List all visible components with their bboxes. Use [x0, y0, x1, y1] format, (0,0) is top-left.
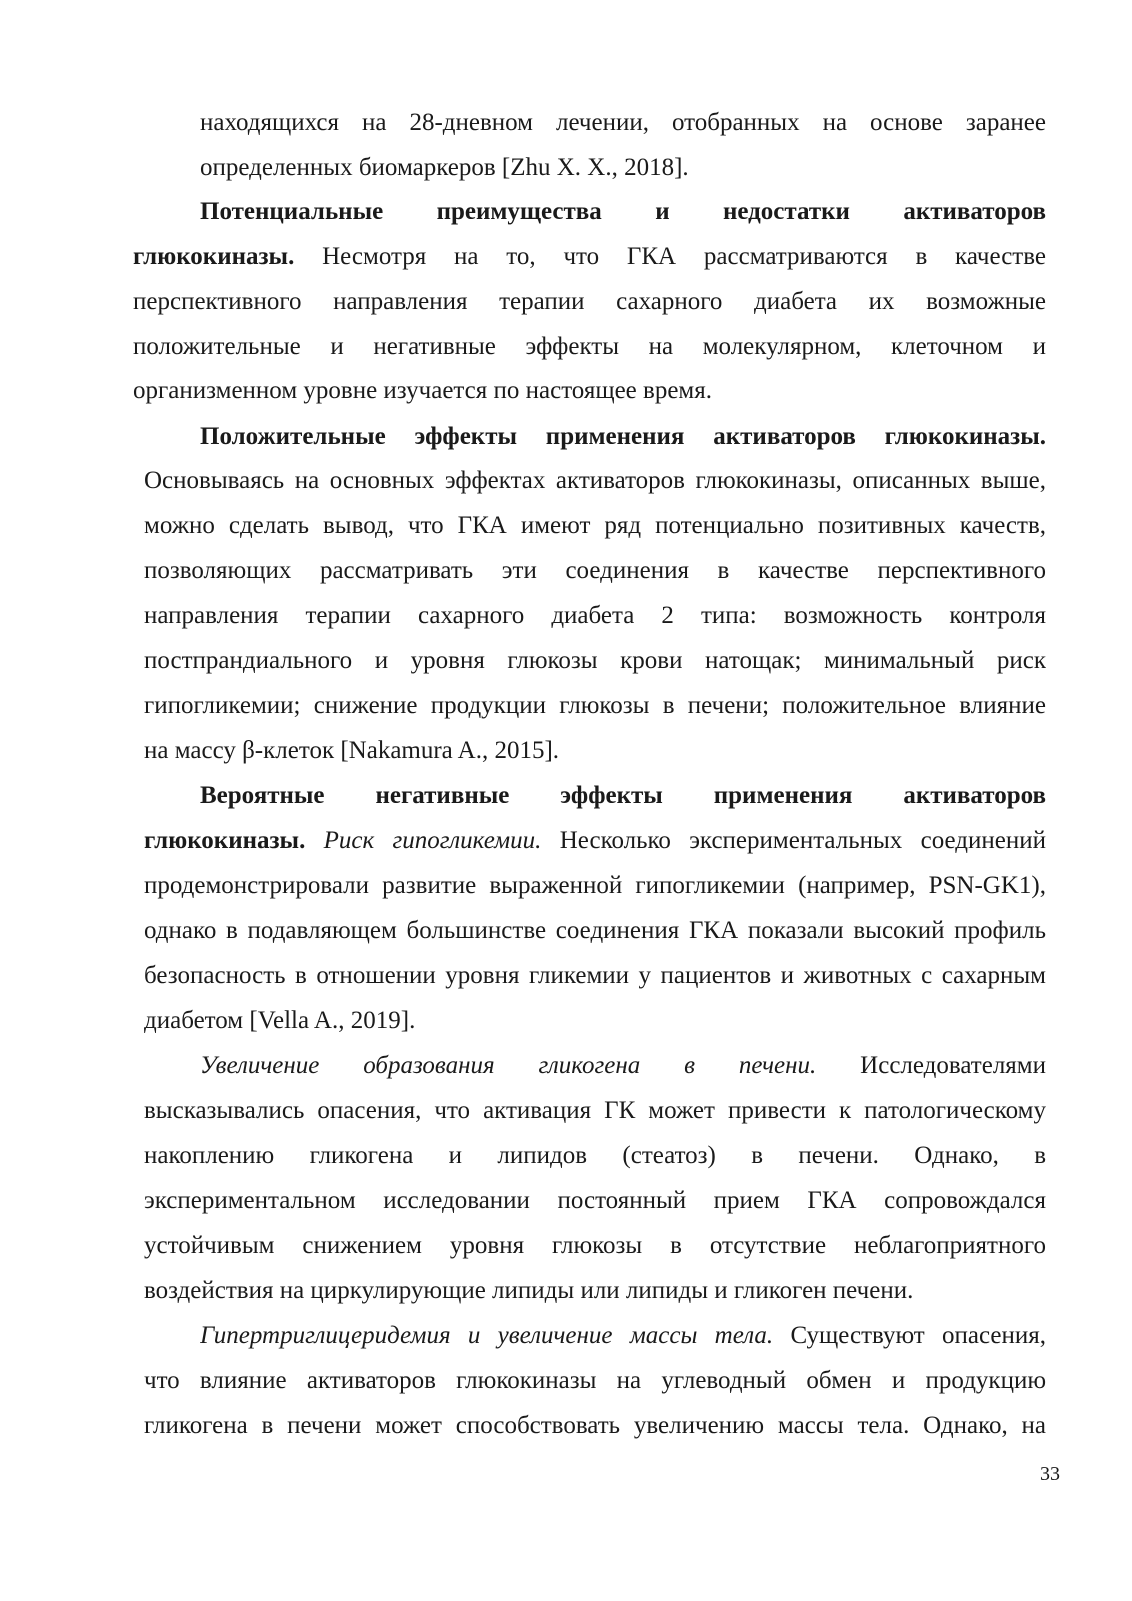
text-segment: Вероятные негативные эффекты применения активаторов — [200, 782, 1046, 809]
text-line — [200, 421, 1046, 453]
text-line — [133, 241, 1046, 273]
text-segment: постпрандиального и уровня глюкозы крови натощак; минимальный риск — [144, 647, 1046, 674]
text-segment: высказывались опасения, что активация ГК может привести к патологическому — [144, 1097, 1046, 1124]
text-line — [144, 1095, 1046, 1127]
text-segment — [305, 827, 323, 854]
text-segment: Риск гипогликемии. — [323, 827, 542, 854]
text-line — [200, 107, 1046, 139]
text-line — [144, 645, 1046, 677]
text-line — [144, 870, 1046, 902]
text-line — [144, 960, 1046, 992]
text-line — [144, 825, 1046, 857]
text-segment: накоплению гликогена и липидов (стеатоз) в печени. Однако, в — [144, 1142, 1046, 1169]
text-line — [133, 286, 1046, 318]
text-segment: экспериментальном исследовании постоянный прием ГКА сопровождался — [144, 1187, 1046, 1214]
text-line — [200, 196, 1046, 228]
text-segment: Потенциальные преимущества и недостатки активаторов — [200, 198, 1046, 225]
text-line — [144, 1185, 1046, 1217]
text-segment: Основываясь на основных эффектах активаторов глюкокиназы, описанных выше, — [144, 467, 1046, 494]
text-line — [144, 600, 1046, 632]
text-segment: на массу β-клеток [Nakamura A., 2015]. — [144, 737, 560, 764]
text-line — [144, 1365, 1046, 1397]
text-segment: однако в подавляющем большинстве соединения ГКА показали высокий профиль — [144, 917, 1046, 944]
text-line — [133, 331, 1046, 363]
text-segment: продемонстрировали развитие выраженной гипогликемии (например, PSN-GK1), — [144, 872, 1046, 899]
text-segment: Увеличение образования гликогена в печени. — [200, 1052, 817, 1079]
text-line — [144, 735, 704, 767]
text-line — [200, 1050, 1046, 1082]
text-segment: глюкокиназы. — [133, 243, 295, 270]
text-segment: перспективного направления терапии сахарного диабета их возможные — [133, 288, 1046, 315]
text-segment: направления терапии сахарного диабета 2 типа: возможность контроля — [144, 602, 1046, 629]
text-segment: диабетом [Vella A., 2019]. — [144, 1007, 416, 1034]
text-segment: гипогликемии; снижение продукции глюкозы в печени; положительное влияние — [144, 692, 1046, 719]
text-line — [144, 510, 1046, 542]
text-line — [144, 1275, 1004, 1307]
text-segment: Несколько экспериментальных соединений — [541, 827, 1046, 854]
text-segment: Существуют опасения, — [773, 1322, 1046, 1349]
text-line — [144, 690, 1046, 722]
text-line — [144, 1230, 1046, 1262]
text-segment: находящихся на 28-дневном лечении, отобранных на основе заранее — [200, 109, 1046, 136]
text-segment: положительные и негативные эффекты на молекулярном, клеточном и — [133, 333, 1046, 360]
text-line — [144, 1140, 1046, 1172]
text-segment: определенных биомаркеров [Zhu X. X., 2018]. — [200, 154, 689, 181]
text-line — [144, 1005, 544, 1037]
text-segment: Положительные эффекты применения активаторов глюкокиназы. — [200, 423, 1046, 450]
text-line — [144, 1410, 1046, 1442]
text-segment: устойчивым снижением уровня глюкозы в отсутствие неблагоприятного — [144, 1232, 1046, 1259]
text-segment: можно сделать вывод, что ГКА имеют ряд потенциально позитивных качеств, — [144, 512, 1046, 539]
text-segment: безопасность в отношении уровня гликемии у пациентов и животных с сахарным — [144, 962, 1046, 989]
text-line — [200, 1320, 1046, 1352]
text-segment: организменном уровне изучается по настоящее время. — [133, 377, 712, 404]
text-segment: воздействия на циркулирующие липиды или липиды и гликоген печени. — [144, 1277, 914, 1304]
text-line — [200, 152, 800, 184]
text-segment: Несмотря на то, что ГКА рассматриваются в качестве — [294, 243, 1046, 270]
text-line — [144, 465, 1046, 497]
text-segment: глюкокиназы. — [144, 827, 306, 854]
text-segment: Исследователями — [816, 1052, 1046, 1079]
text-segment: Гипертриглицеридемия и увеличение массы тела. — [200, 1322, 774, 1349]
text-line — [133, 375, 833, 407]
page-number: 33 — [1040, 1463, 1060, 1485]
text-line — [144, 915, 1046, 947]
text-line — [144, 555, 1046, 587]
text-segment: позволяющих рассматривать эти соединения в качестве перспективного — [144, 557, 1046, 584]
text-line — [200, 780, 1046, 812]
text-segment: что влияние активаторов глюкокиназы на углеводный обмен и продукцию — [144, 1367, 1046, 1394]
text-segment: гликогена в печени может способствовать увеличению массы тела. Однако, на — [144, 1412, 1046, 1439]
